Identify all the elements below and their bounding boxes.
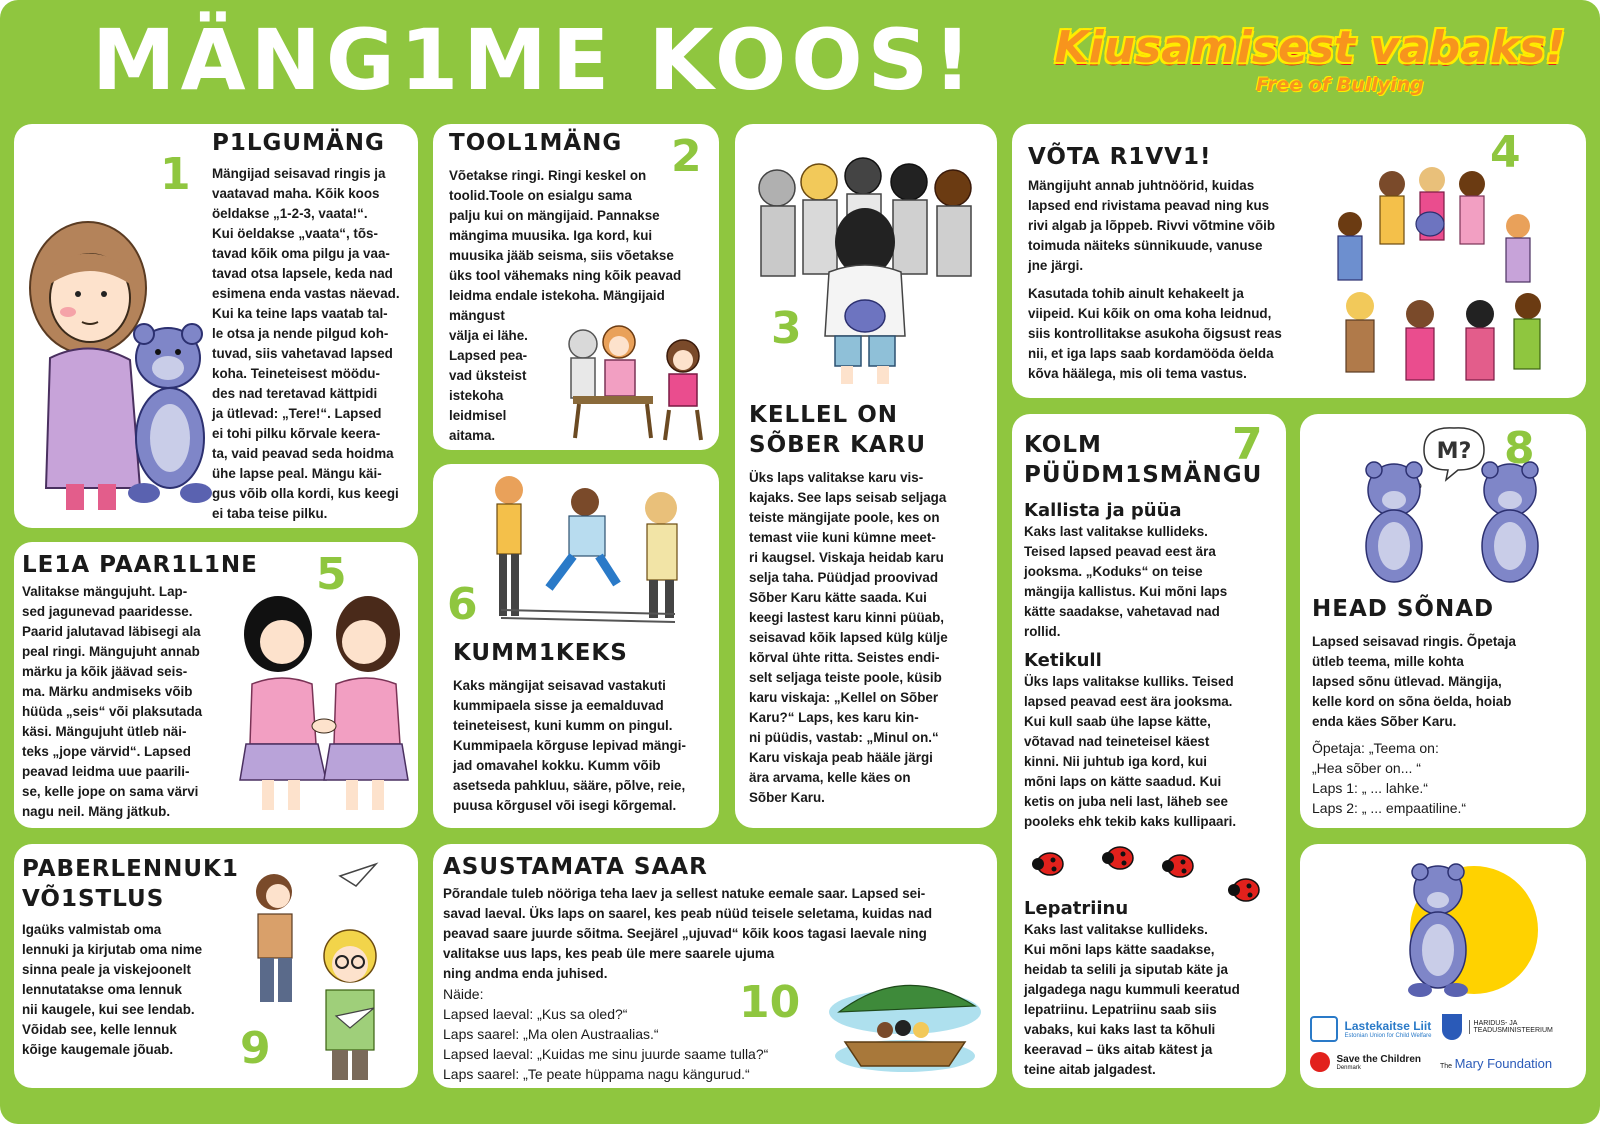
- card-number: 4: [1490, 127, 1521, 178]
- paper-plane-boys-illustration: [240, 856, 400, 1086]
- island-and-boat-illustration: [825, 962, 985, 1082]
- children-on-chairs-illustration: [553, 316, 713, 446]
- card-head-sonad: [1300, 414, 1586, 828]
- speech-bubble-text: M?: [1436, 439, 1472, 464]
- card-number: 5: [316, 549, 347, 600]
- card-number: 3: [771, 303, 802, 354]
- card-dialogue: Õpetaja: „Teema on: „Hea sõber on... “ Laps 1: „ ... lahke.“ Laps 2: „ ... empaatiline.“: [1312, 740, 1467, 816]
- card-title: P1LGUMÄNG: [212, 130, 385, 156]
- card-number: 9: [240, 1023, 271, 1074]
- brand-subtitle: Free of Bullying: [1256, 74, 1424, 96]
- card-text-ketikull: Üks laps valitakse kulliks. Teised lapsed peavad eest ära jooksma. Kui kull saab ühe lapse kätte, võtavad nad teineteisel käest kinni. Nii juhtub iga kord, kui mõni laps on kätte saadud. Kui ketis on juba neli last, läheb see pooleks ehk tekib kaks kullipaari.: [1024, 674, 1237, 829]
- card-title: VÕTA R1VV1!: [1028, 144, 1212, 170]
- card-asustamata-saar: [433, 844, 997, 1088]
- card-number: 8: [1504, 423, 1535, 474]
- card-text-lepatriinu: Kaks last valitakse kullideks. Kui mõni laps kätte saadakse, heidab ta selili ja siputab käte ja jalgadega nagu kummuli keeratud lepatriinu. Lepatriinu saab siis vabaks, kui kaks last ta kõhuli keeravad – üks aitab kätest ja teine aitab jalgadest.: [1024, 922, 1240, 1077]
- card-text: Mängijad seisavad ringis ja vaatavad maha. Kõik koos öeldakse „1-2-3, vaata!“. Kui öeldakse „vaata“, tõs- tavad kõik oma pilgu ja vaa- tavad otsa lapsele, keda nad esimena enda vastas näevad. Kui ka teine laps vaatab tal- le otsa ja nende pilgud koh- tuvad, siis vahetavad lapsed koha. Teineteisest möödu- des nad teretavad kättpidi ja ütlevad: „Tere!“. Lapsed ei tohi pilku kõrvale keera- ta, vaid peavad seda hoidma ühe lapse peal. Mängu käi- gus võib olla kordi, kus keegi ei taba teise pilku.: [212, 166, 400, 521]
- card-text: Valitakse mängujuht. Lap- sed jagunevad paaridesse. Paarid jalutavad läbisegi ala peal ringi. Mängujuht annab märku ja kõik jäävad seis- ma. Märku andmiseks võib hüüda „seis“ või plaksutada käsi. Mängujuht ütleb näi- teks „jope värvid“. Lapsed peavad leidma uue paarili- se, kelle jope on sama värvi nagu neil. Mäng jätkub.: [22, 584, 203, 819]
- subheading-kallista: Kallista ja püüa: [1024, 500, 1182, 521]
- card-vota-rivvi: [1012, 124, 1586, 398]
- children-in-circle-illustration: [1332, 164, 1552, 384]
- card-text-kallista: Kaks last valitakse kullideks. Teised lapsed peavad eest ära jooksma. „Koduks“ on teise mängija kallistus. Kui mõni laps kätte saadakse, vahetavad nad rollid.: [1024, 524, 1228, 639]
- card-number: 1: [160, 149, 191, 200]
- card-text: Igaüks valmistab oma lennuki ja kirjutab oma nime sinna peale ja viskejoonelt lennutatakse oma lennuk nii kaugele, kui see lendab. Võidab see, kelle lennuk kõige kaugemale jõuab.: [22, 922, 203, 1057]
- card-number: 10: [739, 977, 801, 1028]
- card-pilgumang: [14, 124, 418, 528]
- card-title: ASUSTAMATA SAAR: [443, 854, 708, 880]
- card-toolimang: [433, 124, 719, 450]
- brand-title: Kiusamisest vabaks!: [1054, 22, 1566, 73]
- card-title-line-1: KELLEL ON: [749, 402, 899, 428]
- logo-save-the-children: Save the Children Denmark: [1310, 1052, 1450, 1072]
- card-paberlennuki-voistlus: [14, 844, 418, 1088]
- card-title-line-2: PÜÜDM1SMÄNGU: [1024, 462, 1263, 488]
- card-title-line-2: SÕBER KARU: [749, 432, 927, 458]
- card-kummikeks: [433, 464, 719, 828]
- card-title-line-1: PABERLENNUK1: [22, 856, 239, 882]
- card-text: Kaks mängijat seisavad vastakuti kummipaela sisse ja eemalduvad teineteisest, kuni kumm on pingul. Kummipaela kõrguse lepivad mängi- jad omavahel kokku. Kumm võib asetseda pahkluu, sääre, põlve, reie, puusa kõrgusel või isegi kõrgemal.: [453, 678, 686, 813]
- card-text: Mängijuht annab juhtnöörid, kuidas lapsed end rivistama peavad ning kus rivi algab ja lõppeb. Rivvi võtmine võib toimuda näiteks sünnikuude, vanuse jne järgi. Kasutada tohib ainult kehakeelt ja viipeid. Kui kõik on oma koha leidnud, siis kontrollitakse asukoha õigsust reas nii, et iga laps saab kordamööda öelda kõva häälega, mis oli tema vastus.: [1028, 178, 1282, 381]
- card-title: TOOL1MÄNG: [449, 130, 623, 156]
- page-title: MÄNG1ME KOOS!: [92, 11, 977, 109]
- card-number: 2: [671, 131, 702, 182]
- card-dialogue: Näide: Lapsed laeval: „Kus sa oled?“ Laps saarel: „Ma olen Austraalias.“ Lapsed laeval: „Kuidas me sinu juurde saame tulla?“ Laps saarel: „Te peate hüppama nagu kängurud.“: [443, 986, 769, 1082]
- card-title: LE1A PAAR1L1NE: [22, 552, 258, 578]
- card-title-line-2: VÕ1STLUS: [22, 886, 165, 912]
- card-leia-paariline: [14, 542, 418, 828]
- logo-mary-foundation: The Mary Foundation: [1440, 1056, 1553, 1071]
- card-text: Põrandale tuleb nööriga teha laev ja sellest natuke eemale saar. Lapsed sei- savad laeval. Üks laps on saarel, kes peab nüüd teisele seletama, kuidas nad peavad saare juurde sõitma. Seejärel „ujuvad“ kõik koos tagasi laevale ning valitakse uus laps, kes peab üle mere saarele ujuma ning andma enda juhised.: [443, 886, 932, 981]
- card-number: 6: [447, 579, 478, 630]
- lastekaitse-icon: [1310, 1016, 1338, 1042]
- card-number: 7: [1232, 419, 1263, 470]
- card-kolm-puudmismangu: [1012, 414, 1286, 1088]
- card-text: Lapsed seisavad ringis. Õpetaja ütleb teema, mille kohta lapsed sõnu ütlevad. Mängija, kelle kord on sõna öelda, hoiab enda käes Sõber Karu.: [1312, 634, 1516, 729]
- two-girls-holding-hands-illustration: [236, 594, 416, 824]
- brand-logo: [1040, 22, 1580, 96]
- coat-of-arms-icon: [1442, 1014, 1462, 1040]
- subheading-lepatriinu: Lepatriinu: [1024, 898, 1129, 919]
- bear-mascot-illustration: [1354, 850, 1554, 1000]
- elastic-jumping-illustration: [489, 468, 689, 638]
- card-text: Üks laps valitakse karu vis- kajaks. See laps seisab seljaga teiste mängijate poole, kes on temast viie kuni kümne meet- ri kaugsel. Viskaja heidab karu selja taha. Püüdjad proovivad Sõber Karu kätte saada. Kui keegi lastest karu kinni püüab, seisavad kõik lapsed külg külje kõrval ühte ritta. Seistes endi- selt seljaga teiste poole, küsib karu viskaja: „Kellel on Sõber Karu?“ Laps, kes karu kin- ni püüdis, vastab: „Minul on.“ Karu viskaja peab hääle järgi ära arvama, kelle käes on Sõber Karu.: [749, 470, 948, 805]
- card-title: KUMM1KEKS: [453, 640, 628, 666]
- card-logos: [1300, 844, 1586, 1088]
- card-title: HEAD SÕNAD: [1312, 596, 1495, 622]
- logo-lastekaitse: Lastekaitse Liit Estonian Union for Child Welfare: [1310, 1016, 1450, 1042]
- card-title-line-1: KOLM: [1024, 432, 1102, 458]
- girl-with-bear-illustration: [20, 188, 220, 518]
- card-kellel-on-sober-karu: [735, 124, 997, 828]
- subheading-ketikull: Ketikull: [1024, 650, 1102, 671]
- save-the-children-icon: [1310, 1052, 1330, 1072]
- logo-ministry: HARIDUS- JA TEADUSMINISTEERIUM: [1442, 1014, 1582, 1040]
- card-text: Võetakse ringi. Ringi keskel on toolid.Toole on esialgu sama palju kui on mängijaid. Pannakse mängima muusika. Iga kord, kui muusika jääb seisma, siis võetakse üks tool vähemaks ning kõik peavad leidma endale istekoha. Mängijaid mängust välja ei lähe. Lapsed pea- vad üksteist istekoha leidmisel aitama.: [449, 168, 682, 443]
